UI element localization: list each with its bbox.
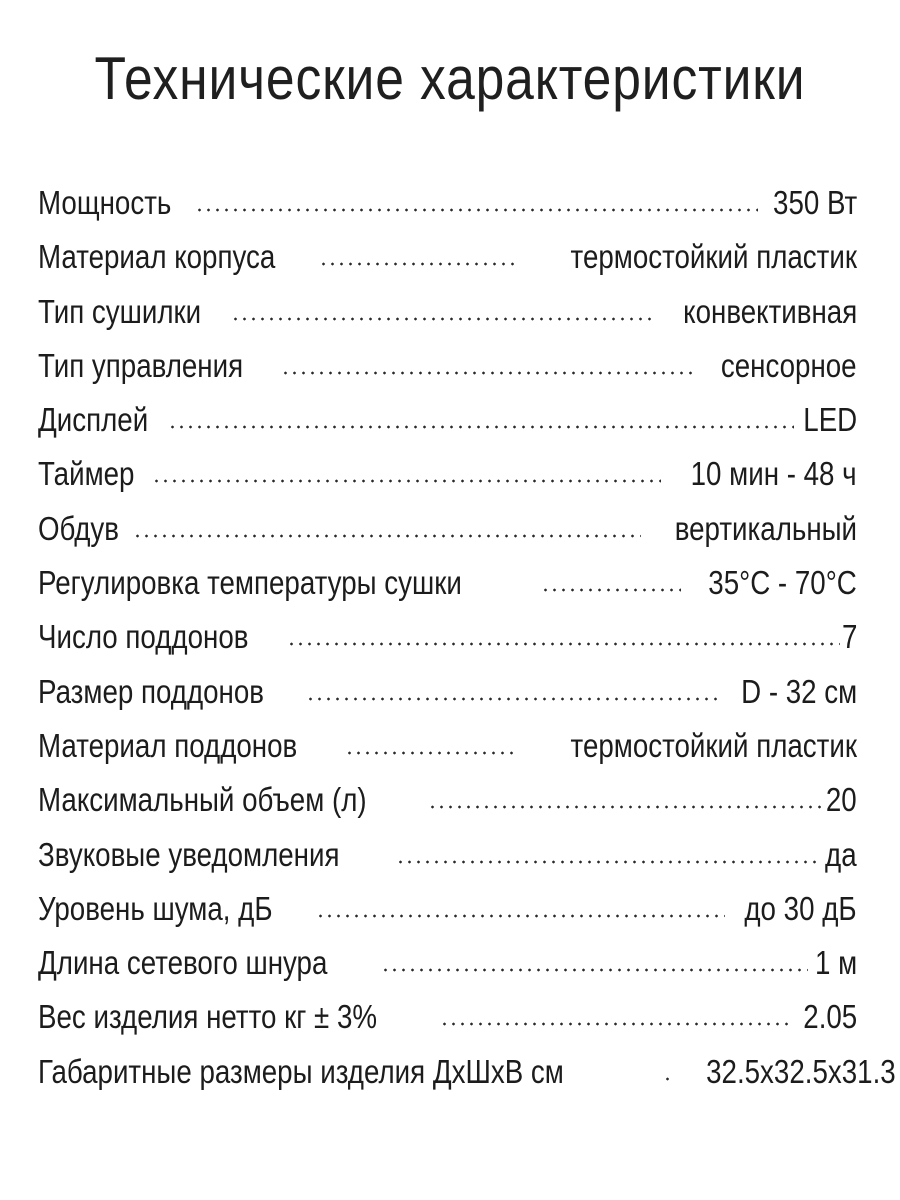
spec-row-dimensions [38,1045,896,1099]
dot-leader [195,208,758,212]
spec-label: Тип сушилки [38,292,202,330]
spec-label: Максимальный объем (л) [38,781,367,819]
spec-value: до 30 дБ [744,889,857,927]
spec-row-tray-material [38,719,857,773]
spec-row-sound-notifications [38,828,857,882]
spec-value: D - 32 см [740,672,857,710]
spec-value: термостойкий пластик [570,726,857,764]
spec-value: 20 [826,781,857,819]
spec-label: Длина сетевого шнура [38,944,328,982]
spec-label: Вес изделия нетто кг ± 3% [38,998,378,1036]
spec-value: вертикальный [674,509,857,547]
spec-value: 7 [841,618,857,656]
spec-row-power [38,176,857,230]
spec-row-tray-count [38,610,857,664]
spec-value: 10 мин - 48 ч [690,455,857,493]
spec-row-display [38,393,857,447]
dot-leader [345,751,517,755]
dot-leader [440,1022,794,1026]
dot-leader [428,805,822,809]
dot-leader [287,642,840,646]
spec-row-temperature-range [38,556,857,610]
spec-value: 350 Вт [772,184,857,221]
spec-value: LED [803,401,857,439]
spec-row-max-volume [38,773,857,827]
spec-row-dryer-type [38,285,857,339]
spec-label: Тип управления [38,346,244,384]
spec-row-tray-size [38,665,857,719]
dot-leader [316,914,725,918]
dot-leader [319,262,517,266]
spec-label: Габаритные размеры изделия ДхШхВ см [38,1052,564,1090]
spec-row-timer [38,447,857,501]
spec-list [38,176,896,1099]
dot-leader [663,1077,671,1081]
spec-row-noise-level [38,882,857,936]
spec-row-control-type [38,339,857,393]
spec-label: Регулировка температуры сушки [38,564,462,602]
spec-row-cord-length [38,936,857,990]
spec-label: Мощность [38,184,172,221]
spec-label: Размер поддонов [38,672,265,710]
dot-leader [281,371,697,375]
spec-value: 2.05 [803,998,857,1036]
spec-label: Дисплей [38,401,149,439]
dot-leader [152,479,661,483]
spec-label: Таймер [38,455,135,493]
dot-leader [168,425,794,429]
spec-label: Материал поддонов [38,726,298,764]
spec-value: сенсорное [721,346,857,384]
dot-leader [381,968,808,972]
spec-label: Звуковые уведомления [38,835,340,873]
spec-value: 1 м [814,944,857,982]
dot-leader [133,534,641,538]
spec-value: да [825,835,857,873]
spec-label: Уровень шума, дБ [38,889,273,927]
spec-value: термостойкий пластик [570,238,857,276]
spec-row-body-material [38,230,857,284]
dot-leader [541,588,681,592]
spec-value: 32.5х32.5х31.3 [705,1052,896,1090]
spec-label: Материал корпуса [38,238,276,276]
dot-leader [231,317,651,321]
dot-leader [306,697,720,701]
spec-label: Число поддонов [38,618,249,656]
spec-label: Обдув [38,509,119,547]
page-title: Технические характеристики [94,45,806,112]
spec-row-airflow [38,502,857,556]
spec-value: 35°С - 70°С [708,564,857,602]
spec-value: конвективная [682,292,857,330]
spec-row-net-weight [38,990,857,1044]
dot-leader [396,860,821,864]
